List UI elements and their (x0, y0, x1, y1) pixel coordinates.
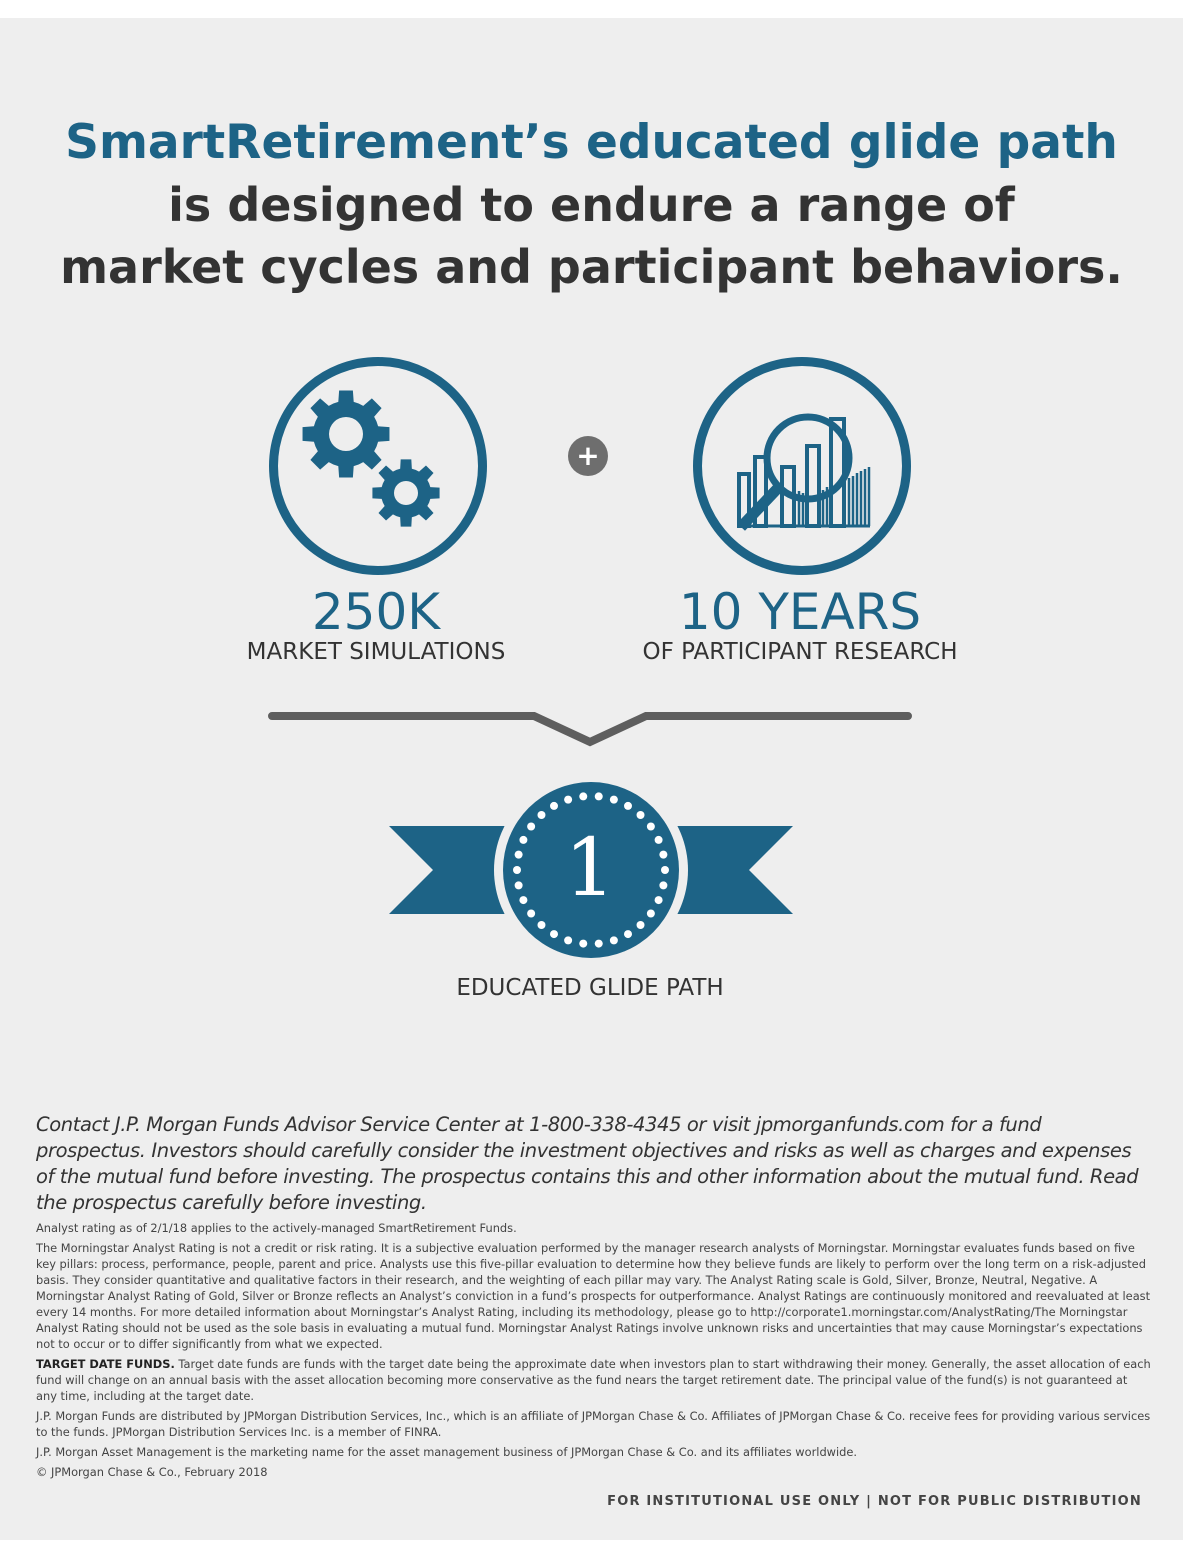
morningstar-note: The Morningstar Analyst Rating is not a credit or risk rating. It is a subjective evaluation performed by the manager research analysts of Morningstar. Morningstar evaluates funds based on five key pillars: process, performance, people, parent and price. Analysts use this five-pillar evaluation to determine how they believe funds are likely to perform over the long term on a risk-adjusted basis. They consider quantitative and qualitative factors in their research, and the weighting of each pillar may vary. The Analyst Rating scale is Gold, Silver, Bronze, Neutral, Negative. A Morningstar Analyst Rating of Gold, Silver or Bronze reflects an Analyst’s conviction in a fund’s prospects for outperformance. Analyst Ratings are continuously monitored and reevaluated at least every 14 months. For more detailed information about Morningstar’s Analyst Rating, including its methodology, please go to http://corporate1.morningstar.com/AnalystRating/The Morningstar Analyst Rating should not be used as the sole basis in evaluating a mutual fund. Morningstar Analyst Ratings involve unknown risks and uncertainties that may cause Morningstar’s expectations not to occur or to differ significantly from what we expected. (36, 1241, 1151, 1351)
badge-dot (564, 796, 572, 804)
badge-dot (624, 930, 632, 938)
marketing-note: J.P. Morgan Asset Management is the marketing name for the asset management business of JPMorgan Chase & Co. and its affiliates worldwide. (36, 1445, 858, 1459)
badge-dot (595, 792, 603, 800)
badge-dot (579, 792, 587, 800)
badge-dot (513, 866, 521, 874)
badge-dot (655, 896, 663, 904)
prospectus-contact: Contact J.P. Morgan Funds Advisor Service Center at 1-800-338-4345 or visit jpmorganfunds.com for a fund prospectus. Investors should carefully consider the investment objectives and risks as well as charges and expenses of the mutual fund before investing. The prospectus contains this and other information about the mutual fund. Read the prospectus carefully before investing. (36, 1113, 1139, 1214)
badge-dot (550, 802, 558, 810)
badge-dot (647, 910, 655, 918)
badge-dot (661, 866, 669, 874)
gears-circle (269, 357, 487, 575)
badge-dot (659, 881, 667, 889)
research-circle (693, 357, 911, 575)
stat-simulations-label: MARKET SIMULATIONS (246, 639, 506, 665)
magnified-bar-chart-icon (702, 366, 902, 566)
badge-dot (659, 851, 667, 859)
distribution-footer: FOR INSTITUTIONAL USE ONLY | NOT FOR PUBLIC DISTRIBUTION (607, 1494, 1142, 1509)
badge-dot (519, 836, 527, 844)
headline-line-2: is designed to endure a range of (168, 178, 1015, 232)
plus-icon: + (568, 436, 608, 476)
target-date-text: Target date funds are funds with the target date being the approximate date when investors plan to start withdrawing their money. Generally, the asset allocation of each fund will change on an annual basis with the asset allocation becoming more conservative as the fund nears the target retirement date. The principal value of the fund(s) is not guaranteed at any time, including at the target date. (36, 1357, 1151, 1403)
badge-dot (624, 802, 632, 810)
badge-dot (527, 910, 535, 918)
badge-dot (550, 930, 558, 938)
headline-line-3: market cycles and participant behaviors. (60, 240, 1123, 294)
copyright: © JPMorgan Chase & Co., February 2018 (36, 1465, 268, 1479)
target-date-heading: TARGET DATE FUNDS. (36, 1357, 175, 1371)
headline-line-1: SmartRetirement’s educated glide path (65, 115, 1118, 170)
badge-dot (519, 896, 527, 904)
badge-label: EDUCATED GLIDE PATH (456, 975, 724, 1001)
badge-dot (537, 921, 545, 929)
rating-date-note: Analyst rating as of 2/1/18 applies to the actively-managed SmartRetirement Funds. (36, 1221, 517, 1235)
badge-dot (655, 836, 663, 844)
badge-number: 1 (564, 821, 616, 914)
badge-dot (564, 936, 572, 944)
badge-dot (647, 823, 655, 831)
combine-bracket (266, 706, 914, 750)
gears-icon (278, 366, 478, 566)
badge-dot (610, 796, 618, 804)
badge-dot (595, 940, 603, 948)
badge-dot (515, 881, 523, 889)
badge-dot (515, 851, 523, 859)
badge-dot (610, 936, 618, 944)
disclaimer (36, 1112, 1151, 1480)
headline (0, 112, 1183, 298)
badge-dot (637, 921, 645, 929)
stat-simulations-value: 250K (311, 583, 441, 641)
stat-research-label: OF PARTICIPANT RESEARCH (642, 639, 958, 665)
badge-dot (527, 823, 535, 831)
distribution-note: J.P. Morgan Funds are distributed by JPMorgan Distribution Services, Inc., which is an affiliate of JPMorgan Chase & Co. Affiliates of JPMorgan Chase & Co. receive fees for providing various services to the funds. JPMorgan Distribution Services Inc. is a member of FINRA. (36, 1409, 1151, 1439)
badge-dot (579, 940, 587, 948)
stat-research-value: 10 YEARS (678, 583, 922, 641)
target-date-note (36, 1356, 1151, 1404)
